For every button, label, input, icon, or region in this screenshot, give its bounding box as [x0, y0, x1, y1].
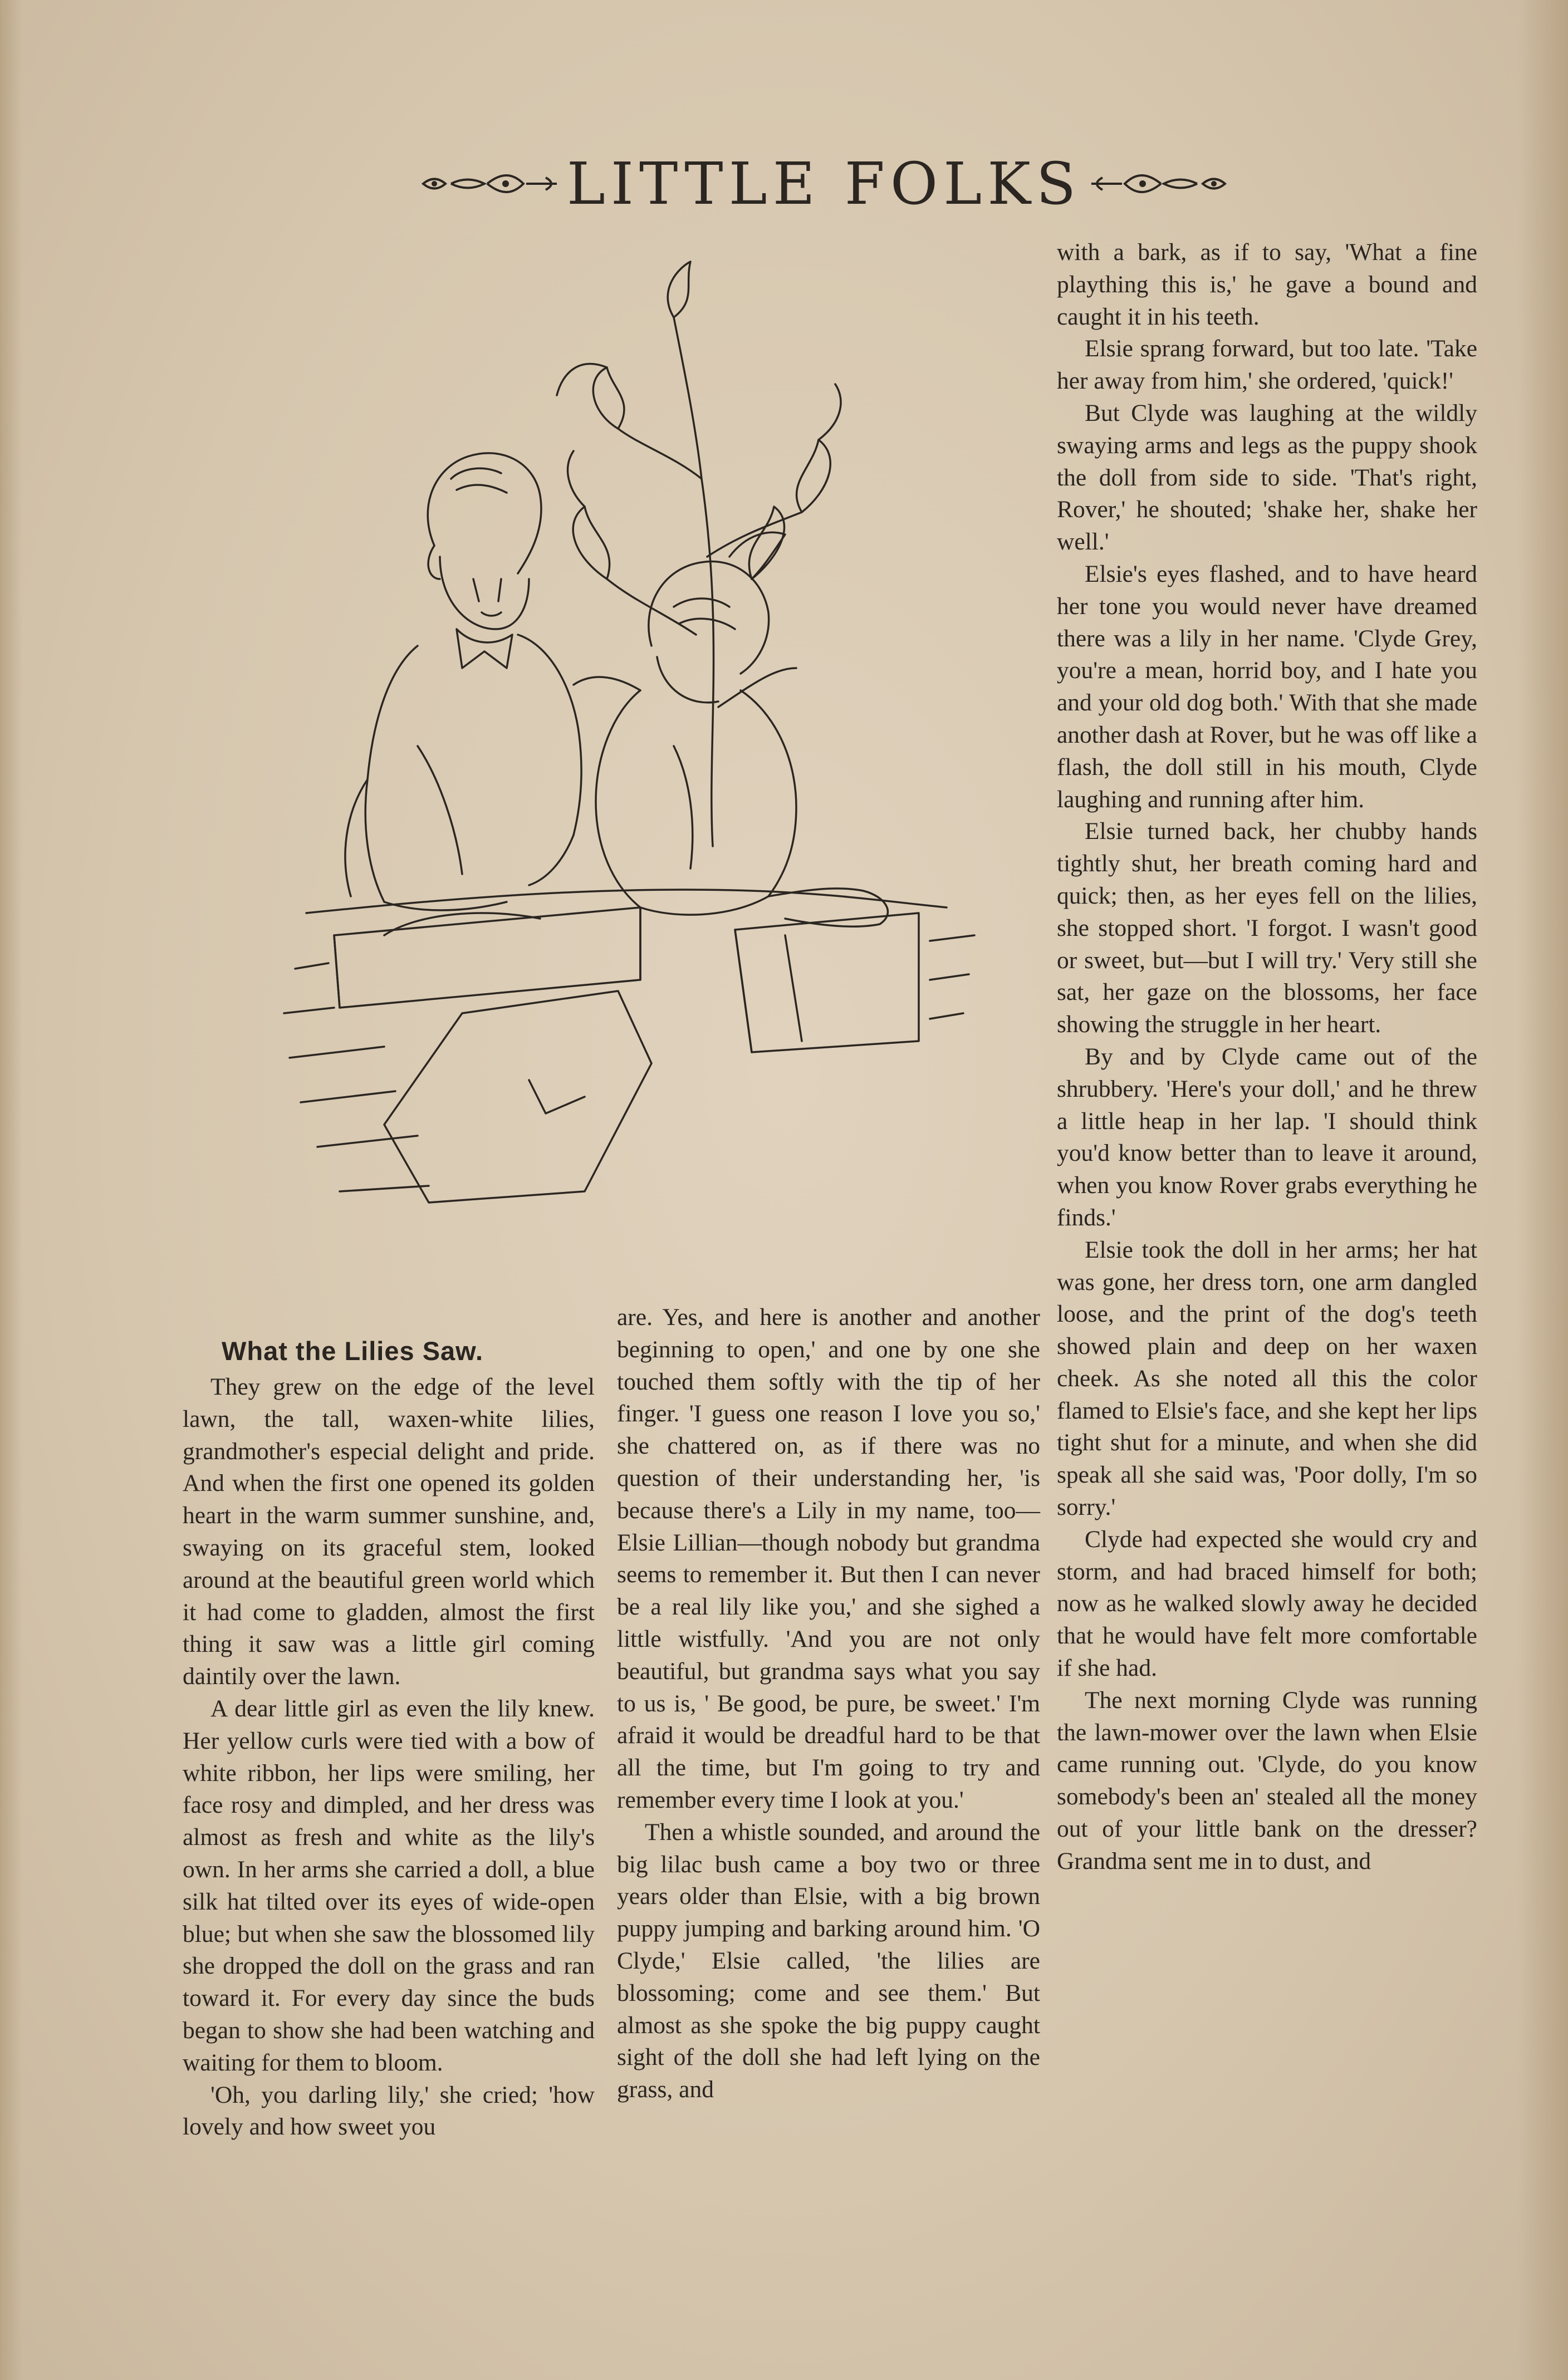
paragraph: 'Oh, you darling lily,' she cried; 'how lovely and how sweet you	[183, 2081, 595, 2141]
paragraph: are. Yes, and here is another and another beginning to open,' and one by one she touched them softly with the tip of her finger. 'I guess one reason I love you so,' she chattered on, as if there was no question of their understanding her, 'is because there's a Lily in my name, too—Elsie Lillian—though nobody but grandma seems to remember it. But then I can never be a real lily like you,' and she sighed a little wistfully. 'And you are not only beautiful, but grandma says what you say to us is, ' Be good, be pure, be sweet.' I'm afraid it would be dreadful hard to be that all the time, but I'm going to try and remember every time I look at you.'	[617, 1304, 1040, 1813]
page-left-edge	[0, 0, 22, 2380]
masthead	[356, 142, 1292, 225]
article-heading: What the Lilies Saw.	[222, 1336, 484, 1366]
paragraph: Elsie took the doll in her arms; her hat was gone, her dress torn, one arm dangled loose, and the print of the dog's teeth showed plain and deep on her waxen cheek. As she noted all this the color flamed to Elsie's face, and she kept her lips tight shut for a minute, and when she did speak all she said was, 'Poor dolly, I'm so sorry.'	[1057, 1236, 1477, 1521]
right-ornament-icon	[1086, 170, 1231, 198]
paragraph: Elsie sprang forward, but too late. 'Take her away from him,' she ordered, 'quick!'	[1057, 335, 1477, 395]
paragraph: The next morning Clyde was running the lawn-mower over the lawn when Elsie came running out. 'Clyde, do you know somebody's been an' stealed all the money out of your little bank on the dresser? Grandma sent me in to dust, and	[1057, 1686, 1477, 1874]
article-column-3	[1057, 237, 1477, 1878]
paragraph: They grew on the edge of the level lawn, the tall, waxen-white lilies, grandmother's especial delight and pride. And when the first one opened its golden heart in the warm summer sunshine, and, swaying on its graceful stem, looked around at the beautiful green world which it had come to gladden, almost the first thing it saw was a little girl coming daintily over the lawn.	[183, 1373, 595, 1690]
wooden-box	[334, 907, 640, 1008]
paragraph: with a bark, as if to say, 'What a fine plaything this is,' he gave a bound and caught it in his teeth.	[1057, 239, 1477, 330]
paragraph: But Clyde was laughing at the wildly swaying arms and legs as the puppy shook the doll from side to side. 'That's right, Rover,' he shouted; 'shake her, shake her well.'	[1057, 399, 1477, 556]
left-ornament-icon	[418, 170, 562, 198]
paragraph: A dear little girl as even the lily knew. Her yellow curls were tied with a bow of white ribbon, her lips were smiling, her face rosy and dimpled, and her dress was almost as fresh and white as the lily's own. In her arms she carried a doll, a blue silk hat tilted over its eyes of wide-open blue; but when she saw the blossomed lily she dropped the doll on the grass and ran toward it. For every day since the buds began to show she had been watching and waiting for them to bloom.	[183, 1695, 595, 2076]
article-column-1	[183, 1333, 595, 2143]
page-title: LITTLE FOLKS	[566, 150, 1082, 218]
page-right-edge	[1518, 0, 1568, 2380]
lily-stem-icon	[674, 317, 714, 846]
paragraph: By and by Clyde came out of the shrubbery. 'Here's your doll,' and he threw a little heap in her lap. 'I should think you'd know better than to leave it around, when you know Rover grabs everything he finds.'	[1057, 1043, 1477, 1231]
article-column-2	[617, 1302, 1040, 2106]
paragraph: Clyde had expected she would cry and storm, and had braced himself for both; now as he walked slowly away he decided that he would have felt more comfortable if she had.	[1057, 1525, 1477, 1682]
children-with-lilies-illustration	[251, 245, 997, 1230]
paragraph: Elsie's eyes flashed, and to have heard her tone you would never have dreamed there was a lily in her name. 'Clyde Grey, you're a mean, horrid boy, and I hate you and your old dog both.' With that she made another dash at Rover, but he was off like a flash, the doll still in his mouth, Clyde laughing and running after him.	[1057, 560, 1477, 813]
paragraph: Then a whistle sounded, and around the big lilac bush came a boy two or three years older than Elsie, with a big brown puppy jumping and barking around him. 'O Clyde,' Elsie called, 'the lilies are blossoming; come and see them.' But almost as she spoke the big puppy caught sight of the doll she had left lying on the grass, and	[617, 1818, 1040, 2103]
paragraph: Elsie turned back, her chubby hands tightly shut, her breath coming hard and quick; then, as her eyes fell on the lilies, she stopped short. 'I forgot. I wasn't good or sweet, but—but I will try.' Very still she sat, her gaze on the blossoms, her face showing the struggle in her heart.	[1057, 818, 1477, 1038]
boy-figure	[428, 453, 541, 573]
